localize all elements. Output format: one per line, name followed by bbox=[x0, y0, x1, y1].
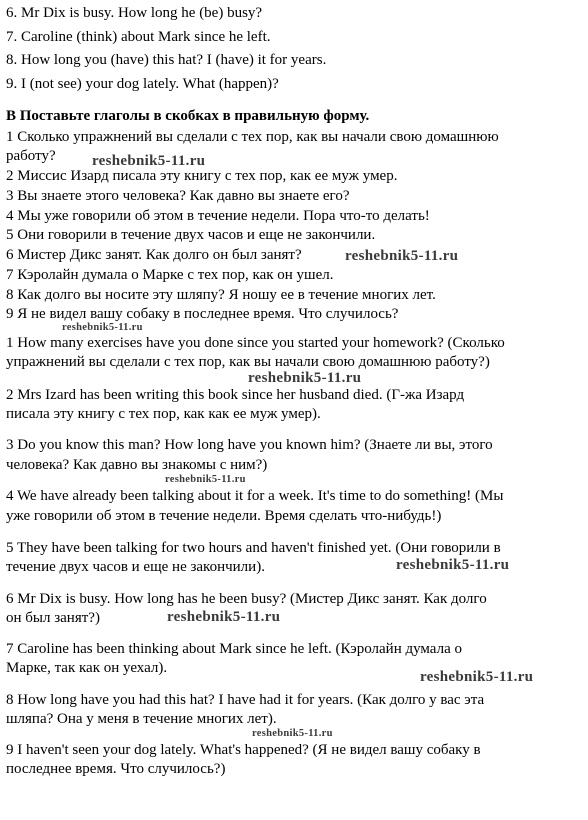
russian-sentence: 7 Кэролайн думала о Марке с тех пор, как он ушел. bbox=[6, 267, 334, 283]
watermark: reshebnik5-11.ru bbox=[248, 370, 362, 386]
answer-line: 5 They have been talking for two hours and haven't finished yet. (Они говорили в bbox=[6, 540, 501, 556]
russian-sentence: 5 Они говорили в течение двух часов и еще не закончили. bbox=[6, 227, 376, 243]
watermark: reshebnik5-11.ru bbox=[396, 557, 510, 573]
answer-line: 6 Mr Dix is busy. How long has he been busy? (Мистер Дикс занят. Как долго bbox=[6, 591, 487, 607]
russian-sentence: 6 Мистер Дикс занят. Как долго он был занят? bbox=[6, 247, 302, 263]
watermark: reshebnik5-11.ru bbox=[92, 153, 206, 169]
russian-sentence: 3 Вы знаете этого человека? Как давно вы знаете его? bbox=[6, 188, 350, 204]
answer-line: он был занят?) bbox=[6, 610, 100, 626]
watermark: reshebnik5-11.ru bbox=[62, 322, 143, 333]
answer-line: 7 Caroline has been thinking about Mark since he left. (Кэролайн думала о bbox=[6, 641, 462, 657]
russian-sentence: 8 Как долго вы носите эту шляпу? Я ношу ее в течение многих лет. bbox=[6, 287, 436, 303]
answer-line: 9 I haven't seen your dog lately. What's happened? (Я не видел вашу собаку в bbox=[6, 742, 481, 758]
exercise-line: 6. Mr Dix is busy. How long he (be) busy? bbox=[6, 5, 263, 21]
exercise-line: 9. I (not see) your dog lately. What (happen)? bbox=[6, 76, 279, 92]
watermark: reshebnik5-11.ru bbox=[165, 474, 246, 485]
answer-line: 8 How long have you had this hat? I have had it for years. (Как долго у вас эта bbox=[6, 692, 485, 708]
answer-line: 2 Mrs Izard has been writing this book since her husband died. (Г-жа Изард bbox=[6, 387, 465, 403]
answer-line: упражнений вы сделали с тех пор, как вы начали свою домашнюю работу?) bbox=[6, 354, 490, 370]
exercise-line: 7. Caroline (think) about Mark since he left. bbox=[6, 29, 271, 45]
russian-sentence: 2 Миссис Изард писала эту книгу с тех пор, как ее муж умер. bbox=[6, 168, 398, 184]
answer-line: писала эту книгу с тех пор, как как ее муж умер). bbox=[6, 406, 321, 422]
exercise-line: 8. How long you (have) this hat? I (have) it for years. bbox=[6, 52, 327, 68]
watermark: reshebnik5-11.ru bbox=[252, 728, 333, 739]
answer-line: 1 How many exercises have you done since you started your homework? (Сколько bbox=[6, 335, 505, 351]
answer-line: Марке, так как он уехал). bbox=[6, 660, 168, 676]
watermark: reshebnik5-11.ru bbox=[345, 248, 459, 264]
answer-line: 3 Do you know this man? How long have you known him? (Знаете ли вы, этого bbox=[6, 437, 493, 453]
russian-sentence: работу? bbox=[6, 148, 56, 164]
watermark: reshebnik5-11.ru bbox=[167, 609, 281, 625]
task-heading: В Поставьте глаголы в скобках в правильную форму. bbox=[6, 108, 370, 124]
russian-sentence: 9 Я не видел вашу собаку в последнее время. Что случилось? bbox=[6, 306, 399, 322]
watermark: reshebnik5-11.ru bbox=[420, 669, 534, 685]
russian-sentence: 4 Мы уже говорили об этом в течение недели. Пора что-то делать! bbox=[6, 208, 430, 224]
answer-line: уже говорили об этом в течение недели. Время сделать что-нибудь!) bbox=[6, 508, 442, 524]
answer-line: 4 We have already been talking about it for a week. It's time to do something! (Мы bbox=[6, 488, 504, 504]
answer-line: шляпа? Она у меня в течение многих лет). bbox=[6, 711, 277, 727]
answer-line: течение двух часов и еще не закончили). bbox=[6, 559, 265, 575]
answer-line: последнее время. Что случилось?) bbox=[6, 761, 226, 777]
russian-sentence: 1 Сколько упражнений вы сделали с тех пор, как вы начали свою домашнюю bbox=[6, 129, 499, 145]
answer-line: человека? Как давно вы знакомы с ним?) bbox=[6, 457, 268, 473]
